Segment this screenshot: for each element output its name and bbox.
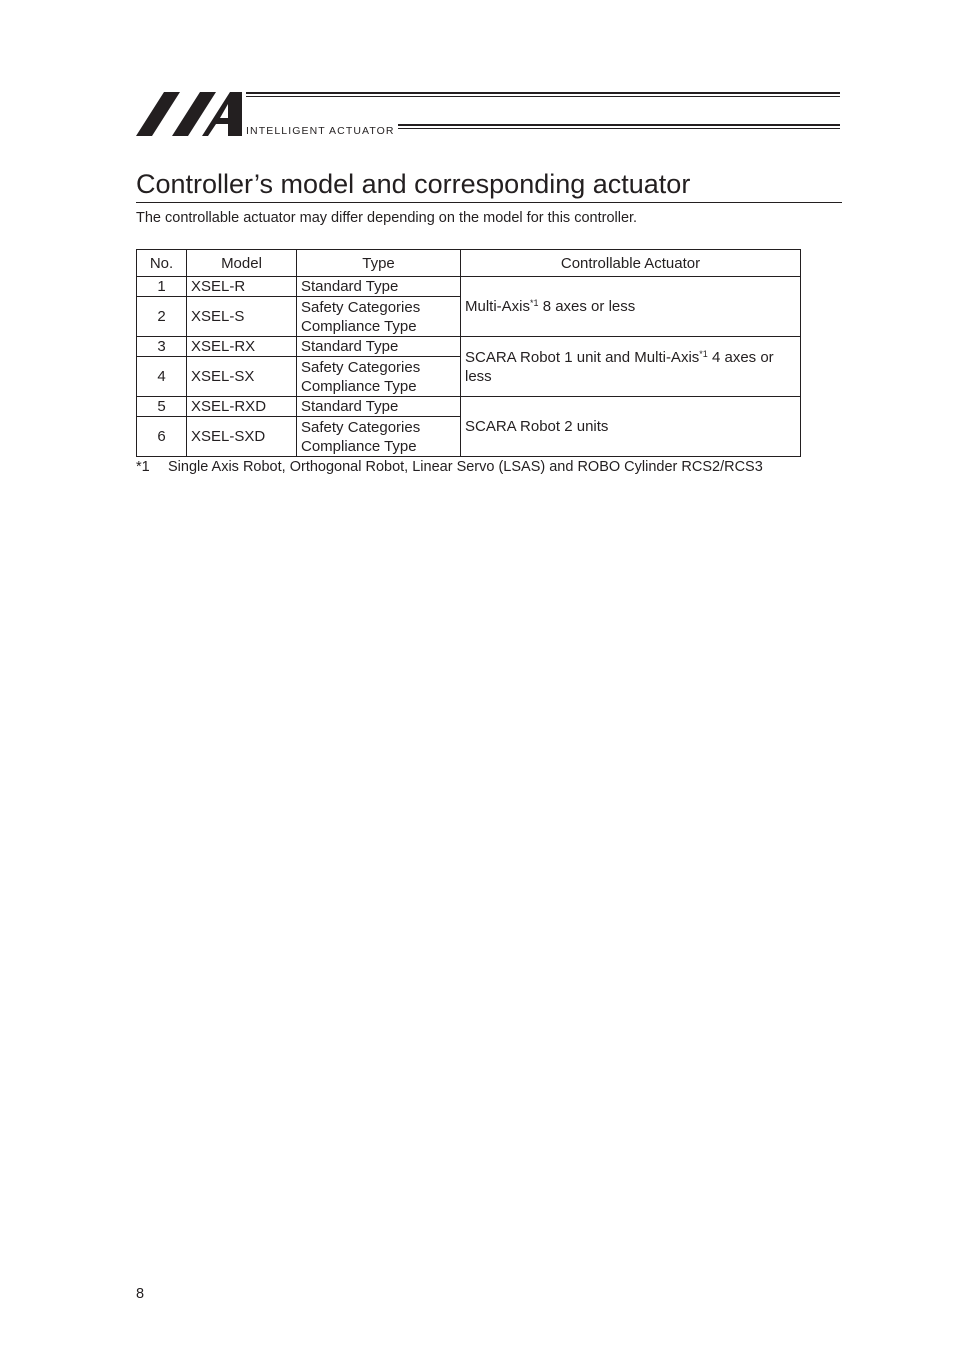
cell-type (297, 417, 461, 457)
type-line: Compliance Type (301, 377, 417, 395)
footnote-ref: *1 (699, 348, 708, 359)
cell-no: 6 (137, 417, 187, 457)
cell-model: XSEL-R (187, 277, 297, 297)
page-header (136, 88, 840, 138)
cell-no: 5 (137, 397, 187, 417)
footnote (136, 459, 763, 475)
table-row (137, 277, 801, 297)
cell-type: Standard Type (297, 277, 461, 297)
actuator-text: 8 axes or less (538, 298, 636, 315)
cell-actuator: SCARA Robot 2 units (461, 397, 801, 457)
cell-actuator (461, 277, 801, 337)
actuator-text: 4 axes or less (465, 348, 774, 385)
cell-model: XSEL-SXD (187, 417, 297, 457)
header-rule (398, 124, 840, 126)
header-type: Type (297, 250, 461, 277)
page-number: 8 (136, 1286, 145, 1302)
table-header-row (137, 250, 801, 277)
header-actuator: Controllable Actuator (461, 250, 801, 277)
header-rule (246, 92, 840, 94)
footnote-text: Single Axis Robot, Orthogonal Robot, Linear Servo (LSAS) and ROBO Cylinder RCS2/RCS3 (168, 459, 763, 475)
actuator-text: SCARA Robot 1 unit and Multi-Axis (465, 348, 700, 366)
intro-text: The controllable actuator may differ depending on the model for this controller. (136, 210, 638, 226)
table-row (137, 337, 801, 357)
cell-no: 4 (137, 357, 187, 397)
model-table (136, 249, 801, 457)
cell-type (297, 297, 461, 337)
type-line: Compliance Type (301, 317, 417, 335)
cell-type (297, 357, 461, 397)
iai-logo-icon (136, 90, 244, 138)
cell-model: XSEL-SX (187, 357, 297, 397)
table-row (137, 397, 801, 417)
type-line: Compliance Type (301, 437, 417, 455)
cell-actuator (461, 337, 801, 397)
cell-no: 3 (137, 337, 187, 357)
header-rule (246, 96, 840, 97)
header-no: No. (137, 250, 187, 277)
cell-model: XSEL-RX (187, 337, 297, 357)
page-title: Controller’s model and corresponding actuator (136, 167, 842, 203)
header-model: Model (187, 250, 297, 277)
type-line: Safety Categories (301, 418, 421, 436)
type-line: Safety Categories (301, 298, 421, 316)
cell-type: Standard Type (297, 337, 461, 357)
cell-model: XSEL-RXD (187, 397, 297, 417)
cell-type: Standard Type (297, 397, 461, 417)
actuator-text: Multi-Axis (465, 298, 531, 315)
type-line: Safety Categories (301, 358, 421, 376)
footnote-mark: *1 (136, 459, 150, 475)
header-rule (398, 128, 840, 129)
footnote-ref: *1 (530, 298, 539, 308)
cell-no: 2 (137, 297, 187, 337)
cell-no: 1 (137, 277, 187, 297)
brand-name: INTELLIGENT ACTUATOR (246, 125, 395, 137)
cell-model: XSEL-S (187, 297, 297, 337)
